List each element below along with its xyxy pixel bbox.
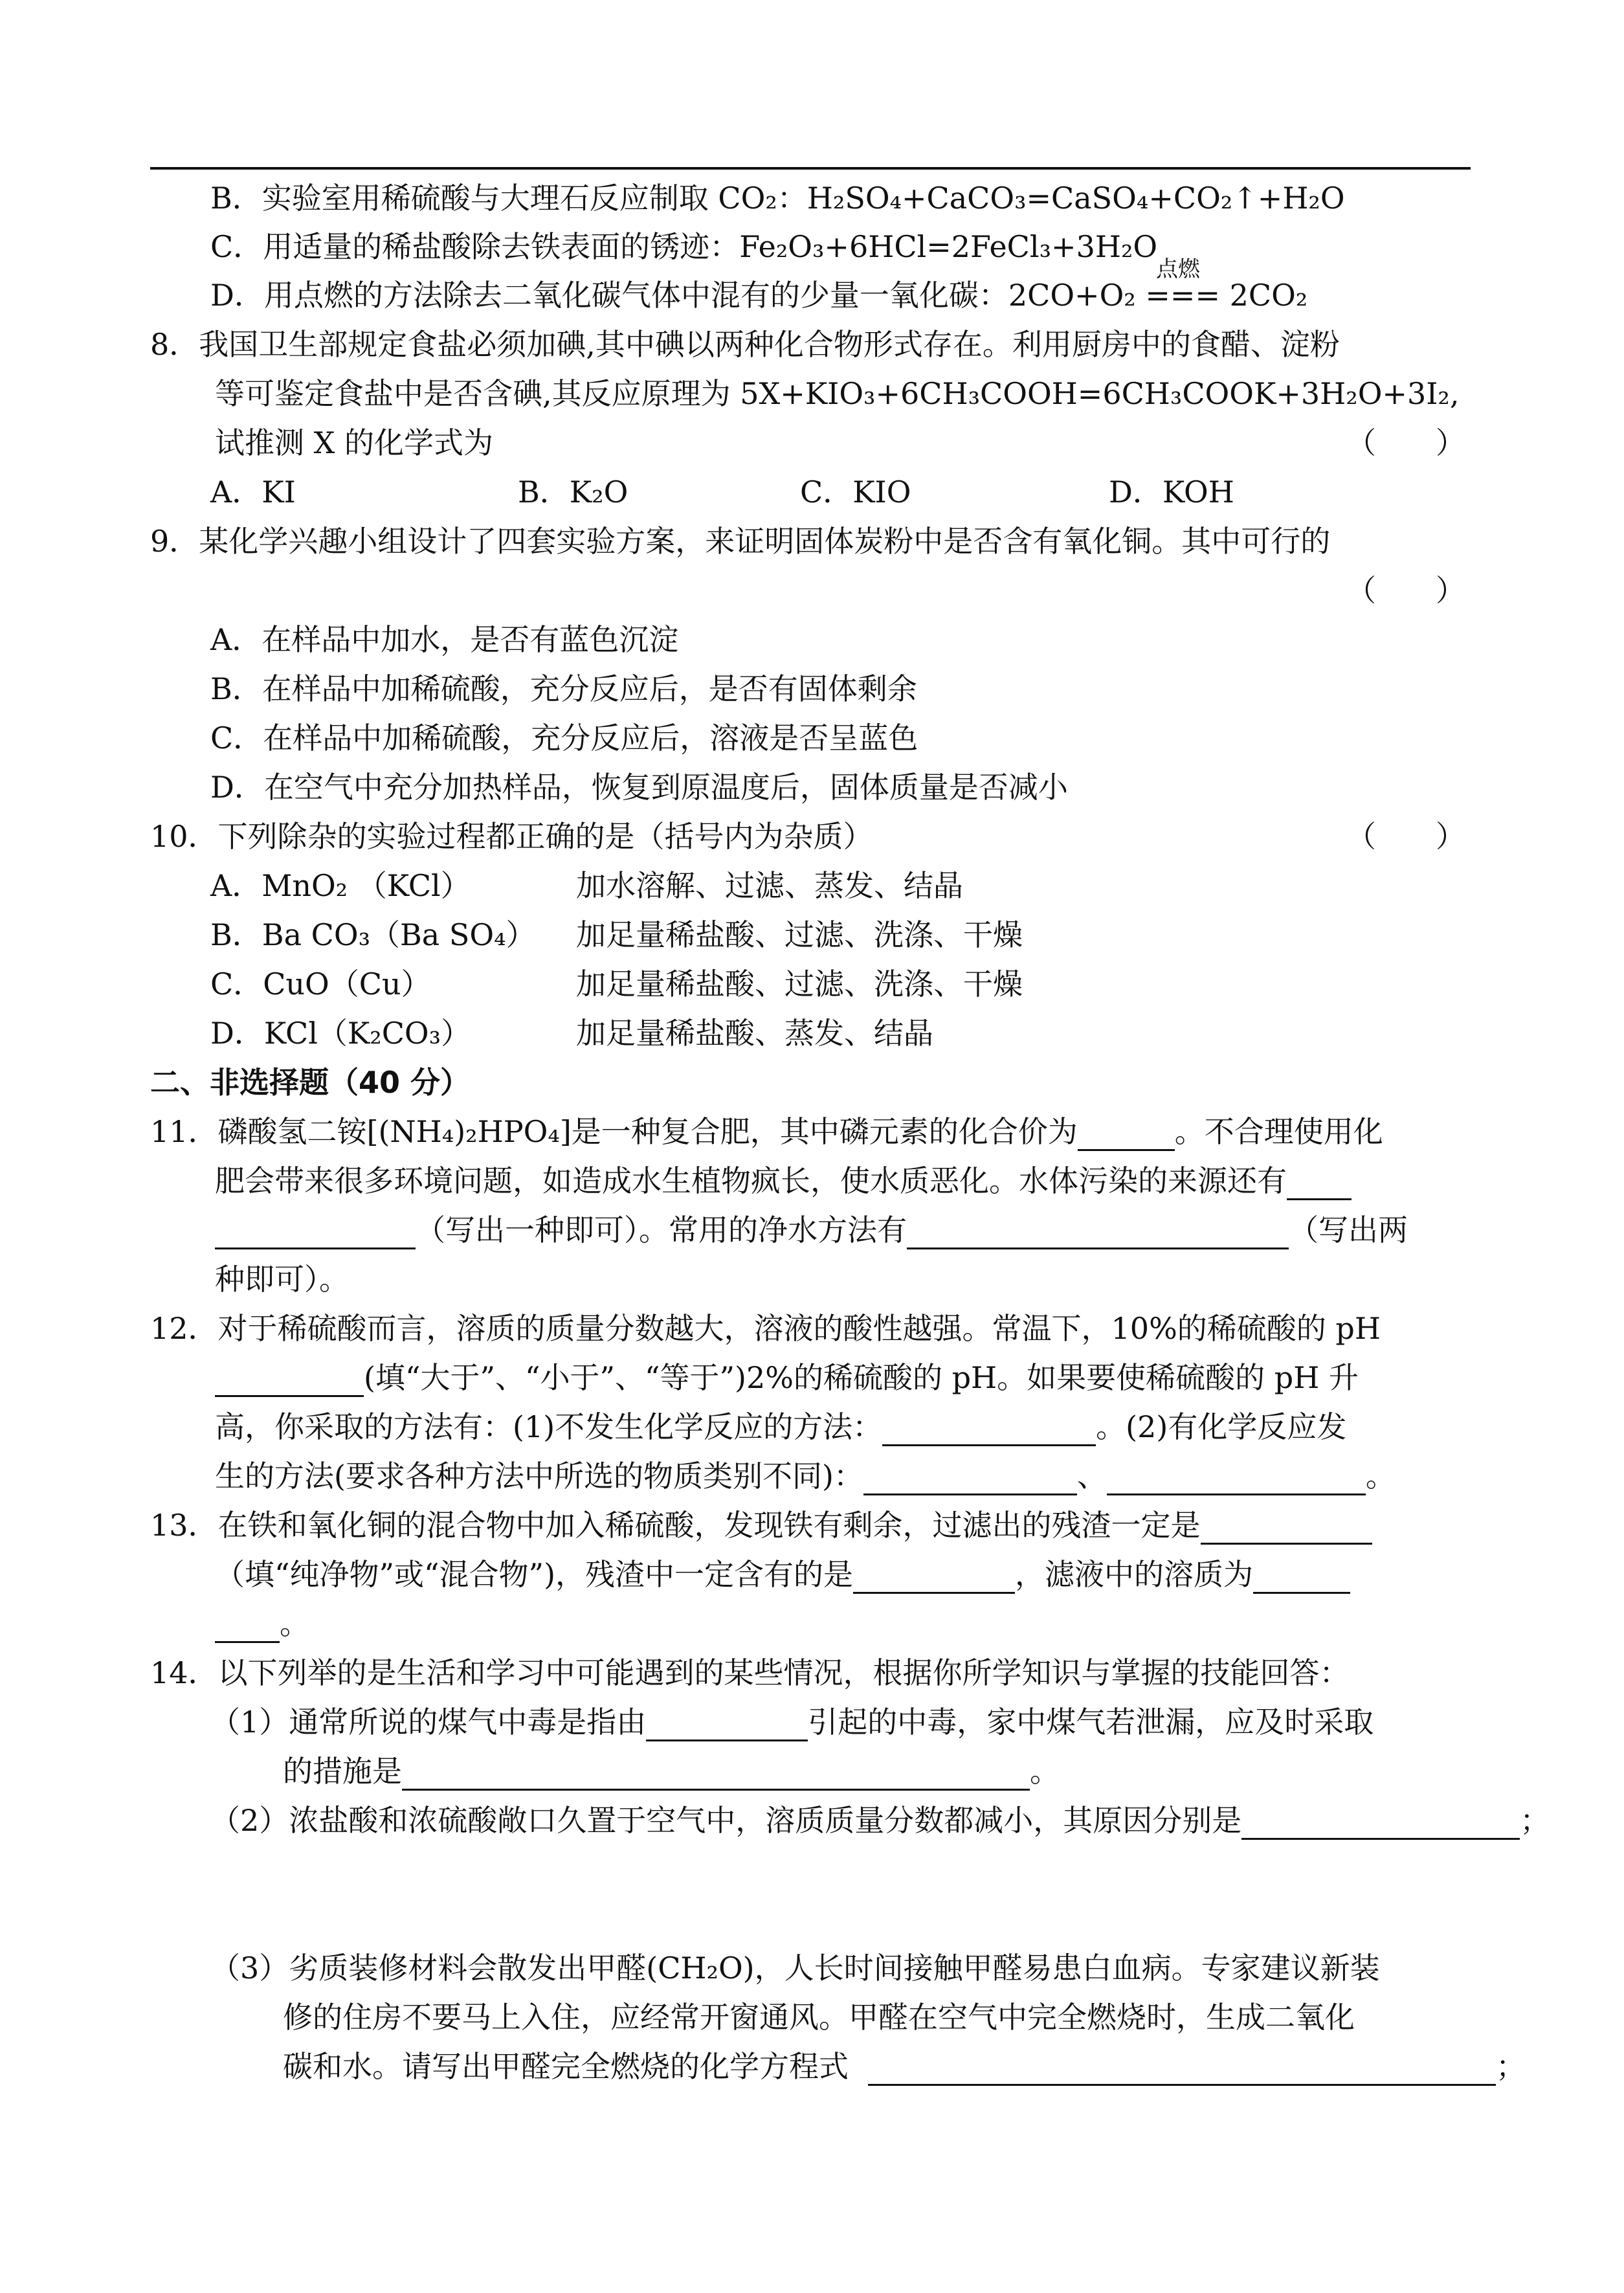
q12-text-a: (填“大于”、“小于”、“等于”)2%的稀硫酸的 pH。如果要使稀硫酸的 pH 升 [364, 1360, 1359, 1395]
q11-text-e: （写出两 [1289, 1213, 1408, 1247]
q8-stem-line2: 等可鉴定食盐中是否含碘,其反应原理为 5X+KIO₃+6CH₃COOH=6CH₃COOK+3H₂O+3I₂, [215, 376, 1460, 411]
q13-text-b: （填“纯净物”或“混合物”)，残渣中一定含有的是 [215, 1557, 854, 1592]
q10-option-a: A．MnO₂ （KCl） [210, 868, 471, 903]
q9-option-d: D．在空气中充分加热样品，恢复到原温度后，固体质量是否减小 [210, 770, 1068, 805]
q8-option-b: B．K₂O [518, 475, 628, 509]
q9-stem-line1: 9．某化学兴趣小组设计了四套实验方案，来证明固体炭粉中是否含有氧化铜。其中可行的 [150, 524, 1331, 559]
q14-part1-line1 [210, 1703, 1374, 1741]
q13-blank-residue-content[interactable] [853, 1560, 1015, 1594]
q14-text-b: 引起的中毒，家中煤气若泄漏，应及时采取 [808, 1705, 1374, 1739]
q13-line2 [215, 1555, 1350, 1594]
q14-text-f: ； [1520, 1803, 1550, 1838]
q11-blank-pollution-part1[interactable] [1287, 1166, 1351, 1200]
q10-answer-paren: （ ） [1346, 819, 1465, 854]
section-heading: 二、非选择题（40 分） [150, 1065, 471, 1100]
q14-blank-poison-cause[interactable] [646, 1707, 808, 1741]
q14-blank-equation[interactable] [868, 2052, 1496, 2086]
q13-text-c: ，滤液中的溶质为 [1015, 1557, 1254, 1592]
q11-line3 [215, 1211, 1408, 1249]
q12-blank-chem-method-2[interactable] [1107, 1461, 1366, 1495]
q13-text-a: 13．在铁和氧化铜的混合物中加入稀硫酸，发现铁有剩余，过滤出的残渣一定是 [150, 1508, 1201, 1543]
q14-blank-reason[interactable] [1241, 1806, 1520, 1840]
q12-blank-physical-method[interactable] [882, 1412, 1096, 1446]
q14-text-e: （2）浓盐酸和浓硫酸敞口久置于空气中，溶质质量分数都减小，其原因分别是 [210, 1803, 1242, 1838]
q11-line1 [150, 1112, 1383, 1151]
q12-text-b: 高，你采取的方法有：(1)不发生化学反应的方法： [215, 1409, 883, 1444]
q13-line1 [150, 1506, 1372, 1545]
q10-option-a-method: 加水溶解、过滤、蒸发、结晶 [576, 868, 963, 903]
q14-part3-line2: 修的住房不要马上入住，应经常开窗通风。甲醛在空气中完全燃烧时，生成二氧化 [283, 2000, 1355, 2035]
q14-text-a: （1）通常所说的煤气中毒是指由 [210, 1705, 647, 1739]
q14-part2-line1 [210, 1801, 1550, 1840]
q8-option-c: C．KIO [800, 475, 911, 509]
q10-option-b: B．Ba CO₃（Ba SO₄） [210, 917, 536, 952]
q11-blank-purification[interactable] [907, 1215, 1289, 1249]
q12-line1: 12．对于稀硫酸而言，溶质的质量分数越大，溶液的酸性越强。常温下，10%的稀硫酸的 pH [150, 1311, 1381, 1346]
q12-text-f: 。 [1365, 1459, 1396, 1493]
q12-line3 [215, 1407, 1346, 1446]
q12-blank-compare[interactable] [215, 1363, 364, 1397]
q14-part3-line1: （3）劣质装修材料会散发出甲醛(CH₂O)，人长时间接触甲醛易患白血病。专家建议新装 [210, 1951, 1380, 1985]
q9-answer-paren: （ ） [1346, 573, 1465, 608]
q7-option-c: C．用适量的稀盐酸除去铁表面的锈迹：Fe₂O₃+6HCl=2FeCl₃+3H₂O [210, 229, 1158, 264]
q10-option-d-method: 加足量稀盐酸、蒸发、结晶 [576, 1016, 933, 1051]
q14-stem: 14．以下列举的是生活和学习中可能遇到的某些情况，根据你所学知识与掌握的技能回答： [150, 1655, 1350, 1690]
q13-blank-residue-type[interactable] [1201, 1510, 1372, 1545]
q11-line2 [215, 1161, 1351, 1200]
q10-option-b-method: 加足量稀盐酸、过滤、洗涤、干燥 [576, 917, 1023, 952]
header-rule [150, 167, 1471, 170]
q12-line4 [215, 1457, 1396, 1495]
q8-option-a: A．KI [210, 475, 296, 509]
q7-option-d: D．用点燃的方法除去二氧化碳气体中混有的少量一氧化碳：2CO+O₂ === 2CO₂ [210, 278, 1308, 313]
q13-blank-filtrate[interactable] [215, 1609, 280, 1643]
q11-blank-pollution[interactable] [215, 1215, 416, 1249]
q8-stem-line3: 试推测 X 的化学式为 [215, 425, 493, 460]
q11-text-a: 11．磷酸氢二铵[(NH₄)₂HPO₄]是一种复合肥，其中磷元素的化合价为 [150, 1114, 1078, 1149]
q14-part1-line2 [283, 1752, 1060, 1791]
q11-text-b: 。不合理使用化 [1174, 1114, 1383, 1149]
q10-option-c: C．CuO（Cu） [210, 967, 431, 1001]
q14-text-h: ； [1496, 2049, 1526, 2084]
q13-line3 [215, 1604, 309, 1643]
q10-option-c-method: 加足量稀盐酸、过滤、洗涤、干燥 [576, 967, 1023, 1001]
q8-answer-paren: （ ） [1346, 425, 1465, 460]
q10-option-d: D．KCl（K₂CO₃） [210, 1016, 471, 1051]
q8-stem-line1: 8．我国卫生部规定食盐必须加碘,其中碘以两种化合物形式存在。利用厨房中的食醋、淀粉 [150, 327, 1340, 362]
q12-line2 [215, 1358, 1359, 1397]
q11-blank-valence[interactable] [1078, 1117, 1175, 1151]
q14-text-g: 碳和水。请写出甲醛完全燃烧的化学方程式 [283, 2049, 849, 2084]
q13-blank-filtrate-part1[interactable] [1253, 1560, 1350, 1594]
q11-line4: 种即可）。 [215, 1262, 349, 1297]
q14-text-c: 的措施是 [283, 1754, 402, 1789]
q9-option-a: A．在样品中加水，是否有蓝色沉淀 [210, 622, 679, 657]
q10-stem: 10．下列除杂的实验过程都正确的是（括号内为杂质） [150, 819, 873, 854]
q14-blank-measure[interactable] [402, 1756, 1030, 1791]
q14-part3-line3 [283, 2047, 1526, 2086]
q12-text-e: 、 [1076, 1459, 1107, 1493]
q13-text-d: 。 [280, 1606, 309, 1641]
q14-text-d: 。 [1030, 1754, 1060, 1789]
q8-option-d: D．KOH [1109, 475, 1234, 509]
q11-text-d: （写出一种即可）。常用的净水方法有 [416, 1213, 907, 1247]
q12-blank-chem-method-1[interactable] [863, 1461, 1077, 1495]
q12-text-c: 。(2)有化学反应发 [1096, 1409, 1347, 1444]
q7-option-b: B．实验室用稀硫酸与大理石反应制取 CO₂：H₂SO₄+CaCO₃=CaSO₄+CO₂↑+H₂O [210, 181, 1345, 216]
q7-reaction-condition: 点燃 [1156, 256, 1200, 282]
q9-option-c: C．在样品中加稀硫酸，充分反应后，溶液是否呈蓝色 [210, 721, 918, 755]
q12-text-d: 生的方法(要求各种方法中所选的物质类别不同)： [215, 1459, 863, 1493]
q11-text-c: 肥会带来很多环境问题，如造成水生植物疯长，使水质恶化。水体污染的来源还有 [215, 1163, 1287, 1198]
q9-option-b: B．在样品中加稀硫酸，充分反应后，是否有固体剩余 [210, 671, 917, 706]
